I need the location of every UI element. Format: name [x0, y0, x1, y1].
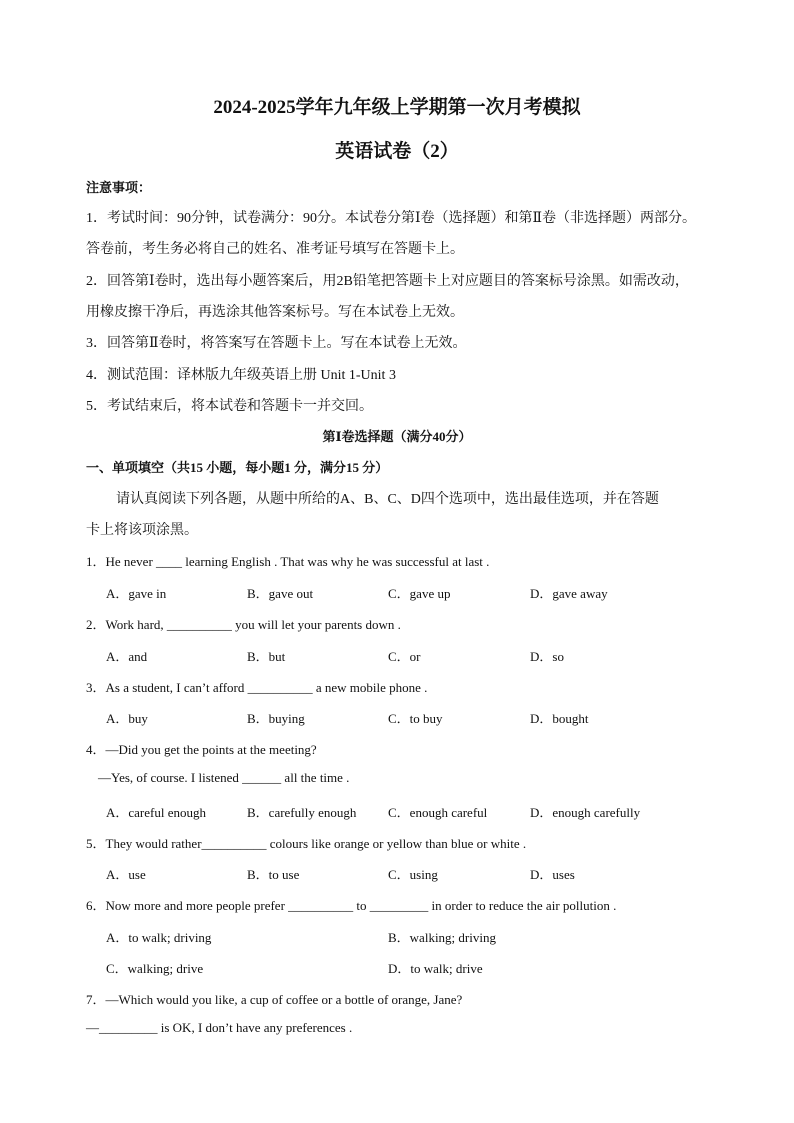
- note-line: 5．考试结束后，将本试卷和答题卡一并交回。: [86, 399, 373, 414]
- option-c: C．enough careful: [388, 805, 488, 820]
- option-a: A．use: [106, 867, 146, 882]
- option-d: D．so: [530, 649, 564, 664]
- question-stem: 2．Work hard, __________ you will let your parents down .: [86, 617, 401, 632]
- option-a: A．gave in: [106, 586, 167, 601]
- note-line: 答卷前，考生务必将自己的姓名、准考证号填写在答题卡上。: [86, 242, 464, 257]
- question-stem: 6．Now more and more people prefer __________ to _________ in order to reduce the air pollution .: [86, 898, 617, 913]
- question-stem: 7．—Which would you like, a cup of coffee or a bottle of orange, Jane?: [86, 992, 463, 1007]
- question-stem: 5．They would rather__________ colours like orange or yellow than blue or white .: [86, 836, 527, 851]
- instruction-line: 请认真阅读下列各题，从题中所给的A、B、C、D四个选项中，选出最佳选项，并在答题: [116, 492, 659, 507]
- option-d: D．to walk; drive: [388, 961, 483, 976]
- question-stem: 1．He never ____ learning English . That was why he was successful at last .: [86, 554, 490, 569]
- option-c: C．gave up: [388, 586, 451, 601]
- option-d: D．enough carefully: [530, 805, 641, 820]
- option-c: C．or: [388, 649, 421, 664]
- notes-heading: 注意事项：: [86, 180, 152, 195]
- option-c: C．using: [388, 867, 438, 882]
- note-line: 2．回答第Ⅰ卷时，选出每小题答案后，用2B铅笔把答题卡上对应题目的答案标号涂黑。如需改动，: [86, 274, 689, 289]
- note-line: 4．测试范围：译林版九年级英语上册 Unit 1-Unit 3: [86, 368, 396, 383]
- question-stem: 3．As a student, I can’t afford __________ a new mobile phone .: [86, 680, 428, 695]
- note-line: 1．考试时间：90分钟，试卷满分：90分。本试卷分第Ⅰ卷（选择题）和第Ⅱ卷（非选择题）两部分。: [86, 211, 697, 226]
- option-a: A．careful enough: [106, 805, 206, 820]
- option-b: B．gave out: [247, 586, 314, 601]
- option-b: B．but: [247, 649, 286, 664]
- option-a: A．to walk; driving: [106, 930, 212, 945]
- section-heading: 第Ⅰ卷选择题（满分40分）: [322, 429, 472, 444]
- option-b: B．buying: [247, 711, 305, 726]
- option-c: C．walking; drive: [106, 961, 204, 976]
- exam-title-line1: 2024-2025学年九年级上学期第一次月考模拟: [213, 97, 581, 118]
- option-a: A．and: [106, 649, 148, 664]
- option-d: D．gave away: [530, 586, 608, 601]
- option-d: D．bought: [530, 711, 589, 726]
- exam-title-line2: 英语试卷（2）: [335, 141, 459, 162]
- option-c: C．to buy: [388, 711, 443, 726]
- instruction-line: 卡上将该项涂黑。: [86, 523, 198, 538]
- option-b: B．to use: [247, 867, 300, 882]
- option-b: B．carefully enough: [247, 805, 357, 820]
- option-b: B．walking; driving: [388, 930, 496, 945]
- question-stem: 4．—Did you get the points at the meeting?: [86, 742, 317, 757]
- note-line: 用橡皮擦干净后，再选涂其他答案标号。写在本试卷上无效。: [86, 305, 464, 320]
- note-line: 3．回答第Ⅱ卷时，将答案写在答题卡上。写在本试卷上无效。: [86, 336, 467, 351]
- question-stem-reply: —Yes, of course. I listened ______ all the time .: [98, 770, 350, 785]
- option-a: A．buy: [106, 711, 148, 726]
- question-stem-reply: —_________ is OK, I don’t have any preferences .: [86, 1020, 353, 1035]
- part-heading: 一、单项填空（共15 小题，每小题1 分，满分15 分）: [86, 460, 389, 475]
- option-d: D．uses: [530, 867, 575, 882]
